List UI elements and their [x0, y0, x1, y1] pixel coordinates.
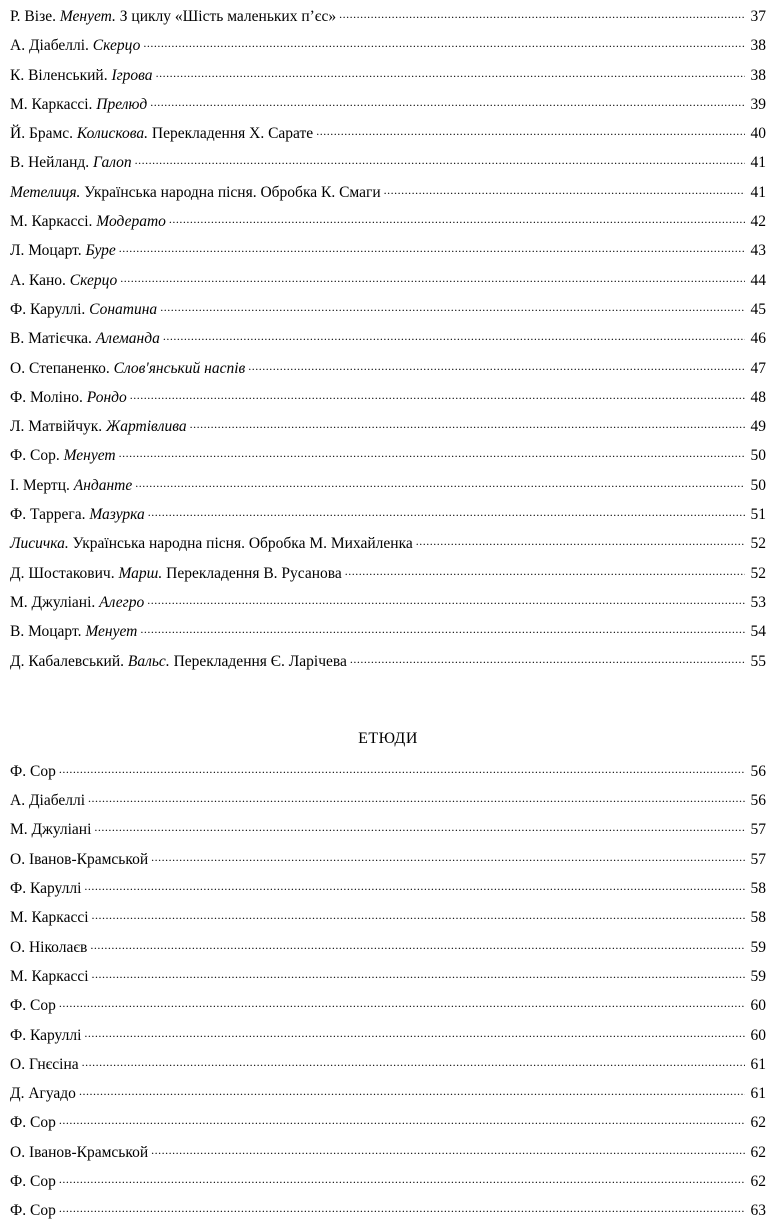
entry-composer: В. Нейланд. — [10, 154, 94, 172]
etude-entry — [10, 962, 766, 991]
entry-composer: Ф. Сор — [10, 1172, 56, 1190]
page-number: 59 — [750, 967, 766, 985]
entry-composer: Ф. Каруллі — [10, 1026, 82, 1044]
etude-entry — [10, 815, 766, 844]
entry-composer: А. Діабеллі. — [10, 37, 93, 55]
toc-entry — [10, 148, 766, 177]
etude-entry — [10, 757, 766, 786]
entry-note: Перекладення Х. Сарате — [148, 125, 314, 143]
page-number: 43 — [750, 242, 766, 260]
page-number: 63 — [750, 1202, 766, 1220]
page-number: 42 — [750, 213, 766, 231]
dot-leader — [59, 1193, 745, 1223]
page-number: 38 — [750, 66, 766, 84]
entry-composer: О. Степаненко. — [10, 359, 114, 377]
page-number: 56 — [750, 762, 766, 780]
entry-text — [10, 324, 160, 353]
dot-leader — [140, 614, 745, 644]
dot-leader — [339, 0, 745, 29]
entry-title: Колискова. — [76, 125, 149, 143]
dot-leader — [94, 812, 745, 842]
page-number: 62 — [750, 1114, 766, 1132]
dot-leader — [130, 380, 745, 410]
entry-title: Алеманда — [95, 330, 160, 348]
entry-title: Буре — [85, 242, 116, 260]
etude-entry — [10, 1138, 766, 1167]
entry-title: Марш. — [118, 564, 163, 582]
etude-entry — [10, 845, 766, 874]
etude-entry — [10, 874, 766, 903]
entry-text — [10, 148, 132, 177]
dot-leader — [150, 87, 745, 117]
entry-text — [10, 119, 313, 148]
page-number: 60 — [750, 997, 766, 1015]
entry-title: Менует — [63, 447, 116, 465]
dot-leader — [135, 468, 745, 498]
entry-title: Мазурка — [89, 506, 145, 524]
etude-entry — [10, 1108, 766, 1137]
page-number: 58 — [750, 880, 766, 898]
entry-title: Прелюд — [96, 95, 148, 113]
toc-entry — [10, 647, 766, 676]
entry-note: Українська народна пісня. Обробка М. Михайленка — [68, 535, 413, 553]
toc-entry — [10, 295, 766, 324]
entry-text — [10, 471, 132, 500]
toc-entry — [10, 31, 766, 60]
entry-title: Ігрова — [111, 66, 153, 84]
dot-leader — [248, 351, 745, 381]
entry-text — [10, 236, 116, 265]
entry-composer: А. Кано. — [10, 271, 70, 289]
entry-composer: М. Каркассі. — [10, 213, 97, 231]
dot-leader — [163, 321, 745, 351]
dot-leader — [190, 409, 745, 439]
entry-composer: Д. Агуадо — [10, 1085, 76, 1103]
etude-entry — [10, 933, 766, 962]
toc-entry — [10, 178, 766, 207]
entry-composer: Ф. Сор — [10, 1114, 56, 1132]
dot-leader — [316, 116, 745, 146]
dot-leader — [59, 1164, 745, 1194]
dot-leader — [350, 644, 745, 674]
toc-entry — [10, 441, 766, 470]
entry-composer: Л. Матвійчук. — [10, 418, 107, 436]
entry-text — [10, 412, 187, 441]
page-number: 39 — [750, 95, 766, 113]
entry-composer: О. Іванов-Крамськой — [10, 850, 149, 868]
toc-entry — [10, 529, 766, 558]
dot-leader — [82, 1047, 745, 1077]
entry-composer: Й. Брамс. — [10, 125, 77, 143]
dot-leader — [345, 556, 745, 586]
toc-entry — [10, 236, 766, 265]
etude-entry — [10, 1167, 766, 1196]
page-number: 50 — [750, 447, 766, 465]
entry-title: Алегро — [99, 593, 145, 611]
entry-note: Перекладення В. Русанова — [162, 564, 342, 582]
entry-text — [10, 90, 147, 119]
entry-title: Рондо — [86, 388, 127, 406]
entry-text — [10, 178, 381, 207]
etude-entry — [10, 1079, 766, 1108]
entry-composer: О. Ніколаєв — [10, 938, 88, 956]
dot-leader — [384, 175, 745, 205]
etude-entry — [10, 1050, 766, 1079]
entry-composer: Ф. Сор — [10, 997, 56, 1015]
page-number: 40 — [750, 125, 766, 143]
entry-title: Менует — [85, 623, 138, 641]
entry-note: З циклу «Шість маленьких п’єс» — [115, 8, 337, 25]
entry-composer: Ф. Сор — [10, 1202, 56, 1220]
page-number: 41 — [750, 183, 766, 201]
etude-entry — [10, 903, 766, 932]
toc-entry — [10, 2, 766, 31]
entry-text — [10, 441, 116, 470]
entry-composer: В. Моцарт. — [10, 623, 86, 641]
entry-text — [10, 31, 140, 60]
entry-composer: Ф. Моліно. — [10, 388, 87, 406]
entry-composer: М. Джуліані. — [10, 593, 100, 611]
dot-leader — [90, 930, 745, 960]
entry-text — [10, 207, 166, 236]
entry-composer: І. Мертц. — [10, 476, 74, 494]
entry-composer: О. Гнєсіна — [10, 1055, 79, 1073]
toc-entry — [10, 119, 766, 148]
dot-leader — [148, 497, 745, 527]
entry-text — [10, 588, 144, 617]
dot-leader — [169, 204, 745, 234]
entry-composer: М. Каркассі. — [10, 95, 97, 113]
page-number: 57 — [750, 821, 766, 839]
dot-leader — [59, 1105, 745, 1135]
toc-entry — [10, 471, 766, 500]
etude-entry — [10, 786, 766, 815]
entry-title: Менует. — [59, 8, 116, 25]
page-number: 57 — [750, 850, 766, 868]
entry-title: Метелиця. — [10, 183, 81, 201]
dot-leader — [151, 842, 745, 872]
entry-text — [10, 647, 347, 676]
entry-note: Перекладення Є. Ларічева — [169, 652, 347, 670]
entry-title: Лисичка. — [10, 535, 69, 553]
page-number: 45 — [750, 300, 766, 318]
page-number: 58 — [750, 909, 766, 927]
entry-text — [10, 61, 153, 90]
page-number: 54 — [750, 623, 766, 641]
toc-entry — [10, 61, 766, 90]
entry-composer: К. Віленський. — [10, 66, 112, 84]
etudes-heading: ЕТЮДИ — [358, 729, 418, 747]
entry-text — [10, 559, 342, 588]
entry-composer: О. Іванов-Крамськой — [10, 1143, 149, 1161]
dot-leader — [84, 871, 745, 901]
toc-entry — [10, 207, 766, 236]
etudes-list — [10, 757, 766, 1226]
etude-entry — [10, 991, 766, 1020]
entry-title: Вальс. — [127, 652, 170, 670]
dot-leader — [416, 526, 745, 556]
etude-entry — [10, 1021, 766, 1050]
entry-text — [10, 354, 245, 383]
entry-composer: Ф. Таррега. — [10, 506, 90, 524]
page-number: 47 — [750, 359, 766, 377]
dot-leader — [84, 1018, 745, 1048]
page-number: 41 — [750, 154, 766, 172]
page-number: 37 — [750, 8, 766, 25]
entry-composer: Ф. Каруллі. — [10, 300, 90, 318]
entry-composer: Ф. Сор. — [10, 447, 64, 465]
page-number: 38 — [750, 37, 766, 55]
toc-entry — [10, 588, 766, 617]
page-number: 61 — [750, 1085, 766, 1103]
entry-title: Жартівлива — [106, 418, 187, 436]
dot-leader — [151, 1135, 745, 1165]
page-number: 62 — [750, 1172, 766, 1190]
entry-text — [10, 295, 157, 324]
entry-composer: М. Джуліані — [10, 821, 92, 839]
dot-leader — [156, 58, 745, 88]
page-number: 55 — [750, 652, 766, 670]
entry-composer: М. Каркассі — [10, 909, 89, 927]
toc-entry — [10, 500, 766, 529]
entry-composer: Д. Шостакович. — [10, 564, 119, 582]
toc-entry — [10, 266, 766, 295]
dot-leader — [92, 959, 745, 989]
entry-composer: Ф. Сор — [10, 762, 56, 780]
entry-title: Галоп — [93, 154, 132, 172]
dot-leader — [59, 754, 745, 784]
entry-title: Модерато — [96, 213, 166, 231]
dot-leader — [143, 28, 745, 58]
entry-text — [10, 383, 127, 412]
entry-composer: А. Діабеллі — [10, 792, 86, 810]
entry-text — [10, 617, 137, 646]
page-number: 44 — [750, 271, 766, 289]
dot-leader — [92, 900, 745, 930]
dot-leader — [147, 585, 745, 615]
dot-leader — [119, 438, 745, 468]
entry-composer: Д. Кабалевський. — [10, 652, 128, 670]
page-number: 50 — [750, 476, 766, 494]
dot-leader — [135, 145, 745, 175]
page-number: 48 — [750, 388, 766, 406]
page-number: 60 — [750, 1026, 766, 1044]
dot-leader — [59, 988, 745, 1018]
dot-leader — [119, 233, 745, 263]
page-number: 51 — [750, 506, 766, 524]
entry-title: Анданте — [73, 476, 133, 494]
page-number: 52 — [750, 564, 766, 582]
entry-composer: М. Каркассі — [10, 967, 89, 985]
toc-entry — [10, 354, 766, 383]
dot-leader — [88, 783, 745, 813]
entry-text — [10, 500, 145, 529]
entry-text — [10, 529, 413, 558]
entry-note: Українська народна пісня. Обробка К. Смаги — [80, 183, 381, 201]
page-number: 49 — [750, 418, 766, 436]
page-number: 46 — [750, 330, 766, 348]
pieces-list — [10, 0, 766, 676]
toc-entry — [10, 412, 766, 441]
page-number: 56 — [750, 792, 766, 810]
toc-entry — [10, 324, 766, 353]
entry-title: Скерцо — [69, 271, 118, 289]
entry-composer: Ф. Каруллі — [10, 880, 82, 898]
entry-text — [10, 266, 117, 295]
etude-entry — [10, 1196, 766, 1225]
page-number: 61 — [750, 1055, 766, 1073]
dot-leader — [120, 263, 745, 293]
entry-title: Скерцо — [92, 37, 141, 55]
toc-entry — [10, 559, 766, 588]
entry-title: Слов'янський наспів — [113, 359, 246, 377]
page-number: 53 — [750, 593, 766, 611]
dot-leader — [79, 1076, 745, 1106]
page-number: 59 — [750, 938, 766, 956]
page-number: 52 — [750, 535, 766, 553]
toc-entry — [10, 617, 766, 646]
page-number: 62 — [750, 1143, 766, 1161]
toc-entry — [10, 383, 766, 412]
entry-composer: Р. Візе. — [10, 8, 60, 25]
dot-leader — [160, 292, 745, 322]
entry-text — [10, 2, 336, 31]
entry-composer: Л. Моцарт. — [10, 242, 86, 260]
entry-title: Сонатина — [89, 300, 158, 318]
entry-composer: В. Матієчка. — [10, 330, 96, 348]
toc-entry — [10, 90, 766, 119]
